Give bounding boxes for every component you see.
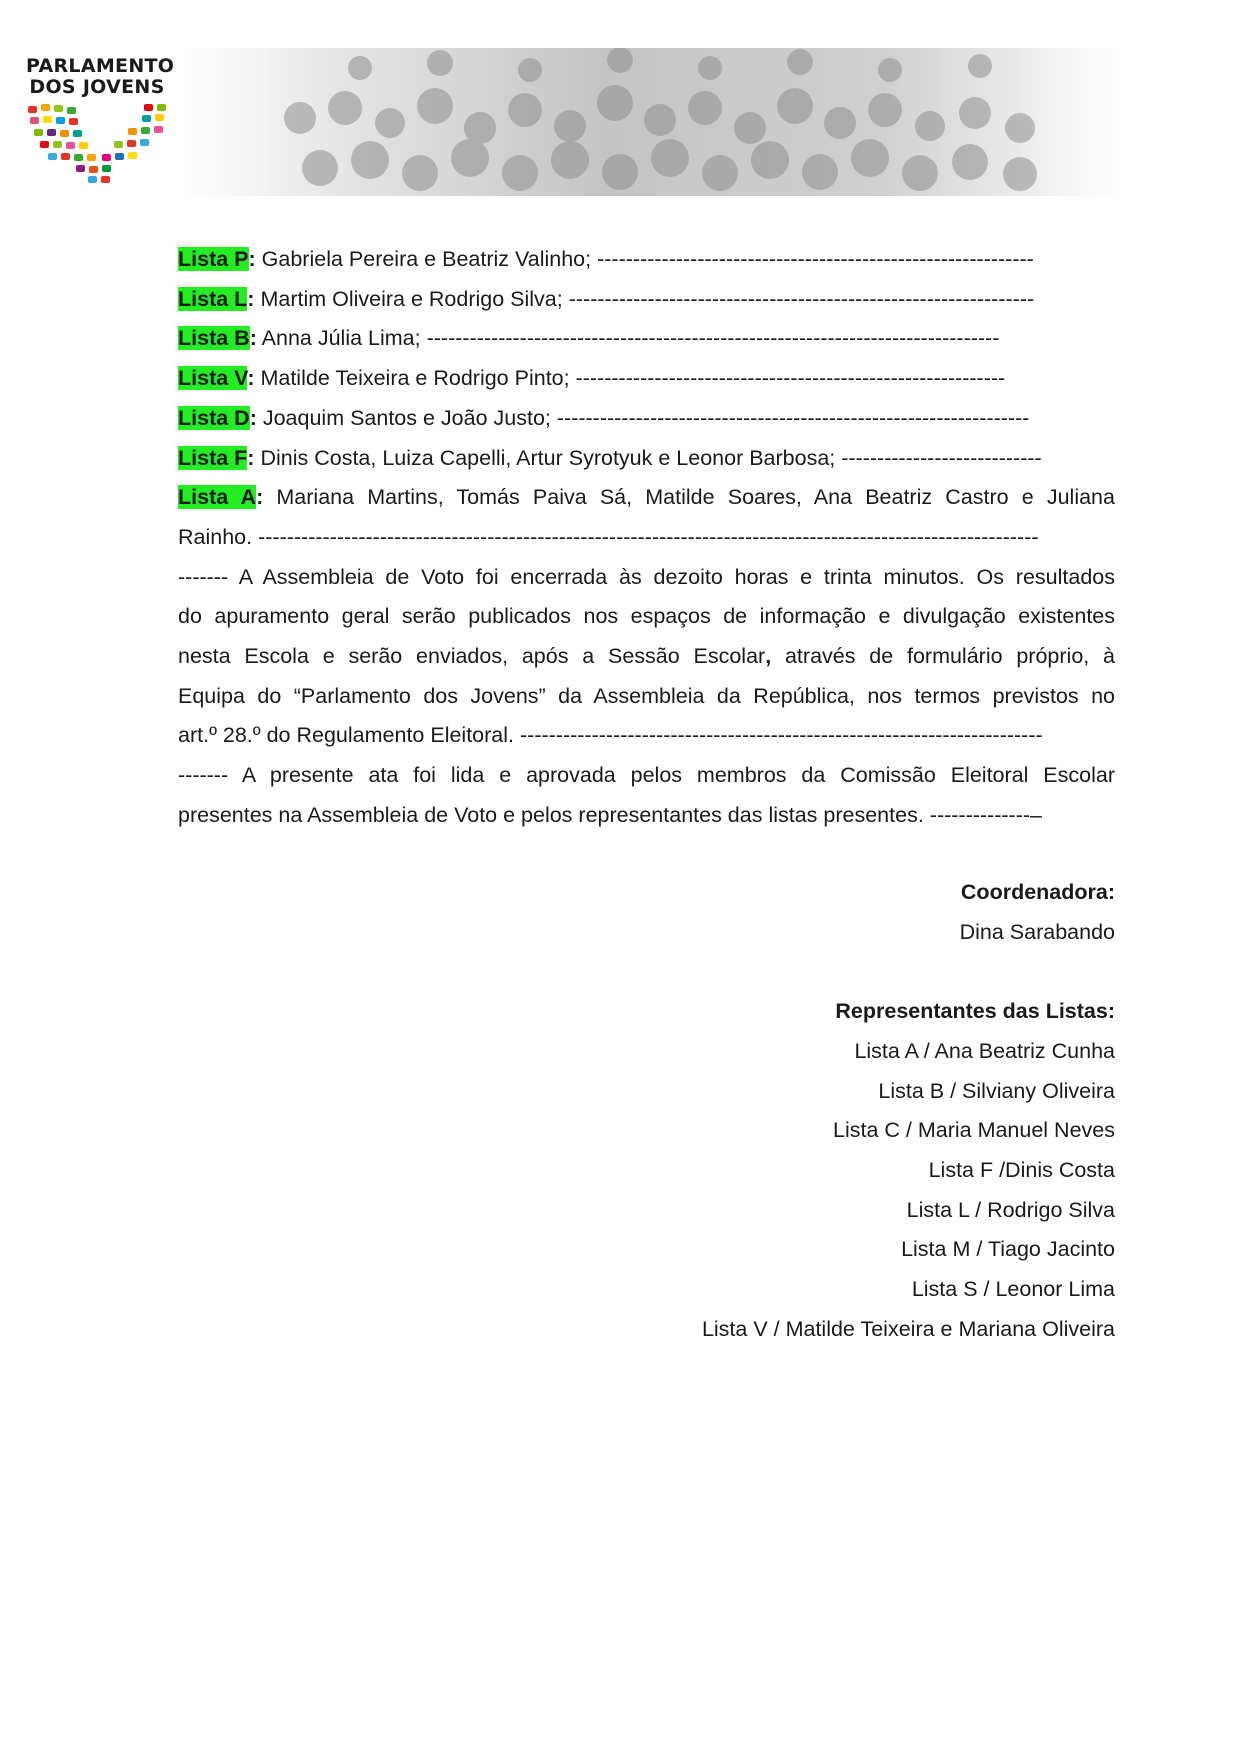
closing-paragraph-line-1: ------- A Assembleia de Voto foi encerrada às dezoito horas e trinta minutos. Os resultados — [178, 564, 1115, 589]
filler-dashes: ------------------------------------------------------------- — [597, 247, 1034, 271]
filler-dashes: ------------------------------------------------------------------------- — [520, 723, 1043, 748]
list-entry-d — [178, 399, 1115, 439]
parlamento-dos-jovens-logo — [26, 56, 176, 184]
crowd-silhouettes-image — [180, 48, 1120, 196]
signatures-block — [702, 873, 1115, 1349]
filler-dashes: --------------– — [929, 802, 1042, 827]
colon: : — [247, 286, 255, 311]
list-members-line-1: Mariana Martins, Tomás Paiva Sá, Matilde Soares, Ana Beatriz Castro e Juliana — [276, 485, 1115, 510]
list-entry-v — [178, 359, 1115, 399]
list-label: Lista L — [178, 286, 248, 311]
logo-line-2: DOS JOVENS — [29, 76, 165, 98]
approval-paragraph-line-1: ------- A presente ata foi lida e aprovada pelos membros da Comissão Eleitoral Escolar — [178, 763, 1115, 788]
list-label: Lista A — [178, 485, 257, 510]
list-label: Lista D — [178, 405, 250, 430]
colon: : — [256, 485, 264, 510]
list-entry-b — [178, 319, 1115, 359]
logo-title — [26, 55, 175, 98]
list-entry-p — [178, 240, 1115, 280]
representative-item: Lista C / Maria Manuel Neves — [833, 1118, 1115, 1143]
representative-item: Lista V / Matilde Teixeira e Mariana Oliveira — [701, 1316, 1115, 1341]
list-entry-l — [178, 280, 1115, 320]
coordinator-heading: Coordenadora: — [960, 880, 1115, 904]
list-label: Lista B — [178, 326, 250, 351]
colon: : — [248, 247, 256, 271]
bold-comma: , — [765, 644, 772, 669]
header-crowd-photo — [180, 48, 1120, 196]
representatives-heading: Representantes das Listas: — [835, 999, 1115, 1024]
colon: : — [249, 326, 257, 351]
filler-dashes: ------------------------------------------------------------ — [575, 366, 1006, 391]
paragraph-text: presentes na Assembleia de Voto e pelos representantes das listas presentes. — [178, 802, 924, 827]
colon: : — [247, 366, 255, 391]
list-members: Matilde Teixeira e Rodrigo Pinto; — [260, 366, 570, 391]
list-members: Joaquim Santos e João Justo; — [262, 405, 551, 430]
list-members: Gabriela Pereira e Beatriz Valinho; — [261, 247, 592, 271]
filler-dashes: -------------------------------------------------------------------------------- — [426, 326, 1000, 351]
closing-paragraph-line-4: Equipa do “Parlamento dos Jovens” da Assembleia da República, nos termos previstos no — [178, 683, 1115, 708]
list-entry-a-continued — [178, 518, 1115, 558]
filler-dashes: ------------------------------------------------------------------------------------------------------------- — [258, 524, 1039, 549]
filler-dashes: ------------------------------------------------------------------ — [556, 405, 1030, 430]
list-label: Lista P — [178, 247, 249, 271]
logo-line-1: PARLAMENTO — [26, 55, 175, 77]
list-entry-f — [178, 439, 1115, 479]
spacer — [702, 952, 1115, 992]
paragraph-text: nesta Escola e serão enviados, após a Sessão Escolar — [178, 644, 766, 669]
list-label: Lista F — [178, 445, 248, 470]
approval-paragraph-line-2 — [178, 796, 1115, 836]
list-members: Anna Júlia Lima; — [261, 326, 421, 351]
filler-dashes: ----------------------------------------------------------------- — [568, 286, 1035, 311]
paragraph-text: através de formulário próprio, à — [771, 644, 1115, 669]
representative-item: Lista B / Silviany Oliveira — [878, 1078, 1115, 1103]
representative-item: Lista F /Dinis Costa — [928, 1157, 1115, 1182]
representative-item: Lista L / Rodrigo Silva — [906, 1197, 1115, 1222]
list-label: Lista V — [178, 366, 248, 391]
list-members: Dinis Costa, Luiza Capelli, Artur Syrotyuk e Leonor Barbosa; — [260, 445, 836, 470]
list-entry-a — [178, 478, 1115, 518]
representative-item: Lista A / Ana Beatriz Cunha — [854, 1038, 1115, 1063]
closing-paragraph-line-2: do apuramento geral serão publicados nos espaços de informação e divulgação existentes — [178, 604, 1115, 629]
list-members-line-2: Rainho. — [178, 524, 253, 549]
paragraph-text: art.º 28.º do Regulamento Eleitoral. — [178, 723, 515, 748]
closing-paragraph-line-5 — [178, 716, 1115, 756]
document-body — [178, 240, 1115, 836]
coordinator-name: Dina Sarabando — [959, 919, 1115, 944]
colon: : — [247, 445, 255, 470]
closing-paragraph-line-3 — [178, 637, 1115, 677]
filler-dashes: ---------------------------- — [841, 445, 1042, 470]
representative-item: Lista S / Leonor Lima — [911, 1277, 1115, 1302]
representative-item: Lista M / Tiago Jacinto — [901, 1237, 1115, 1262]
colon: : — [249, 405, 257, 430]
colored-squares-emblem-icon — [26, 104, 172, 184]
list-members: Martim Oliveira e Rodrigo Silva; — [260, 286, 563, 311]
